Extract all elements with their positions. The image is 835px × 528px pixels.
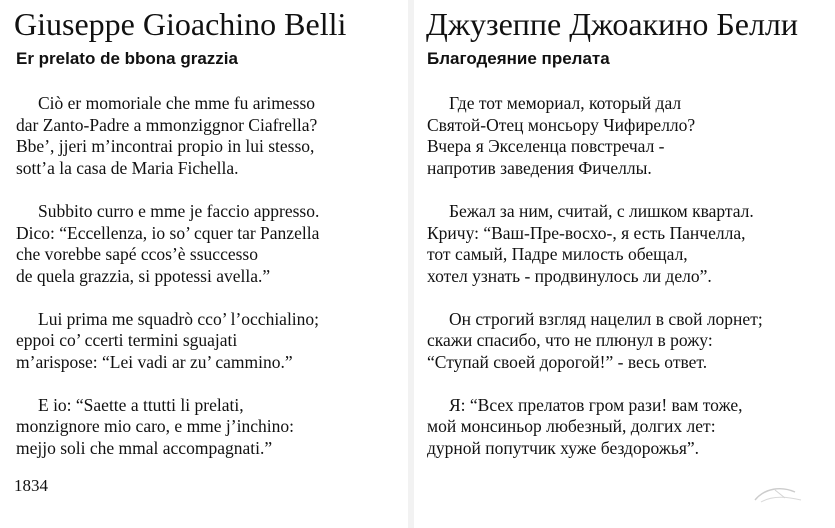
stanza [16, 395, 319, 460]
stanza [16, 93, 319, 180]
verse-line: Кричу: “Ваш-Пре-восхо-, я есть Панчелла, [427, 222, 746, 243]
verse-line: Dico: “Eccellenza, io so’ cquer tar Panzella [16, 222, 320, 243]
verse-line: dar Zanto-Padre a mmonziggnor Ciafrella? [16, 114, 318, 135]
verse-line: Я: “Всех прелатов гром рази! вам тоже, [449, 394, 743, 415]
watermark-icon [751, 482, 805, 508]
verse-line: che vorebbe sapé ccos’è ssuccesso [16, 244, 258, 265]
verse-line: Subbito curro e mme je faccio appresso. [38, 200, 320, 221]
verse-line: Бежал за ним, считай, с лишком квартал. [449, 200, 754, 221]
verse-line: mejjo soli che mmal accompagnati.” [16, 438, 273, 459]
poem-title: Er prelato de bbona grazzia [16, 49, 238, 68]
stanza [427, 93, 763, 180]
verse-line: хотел узнать - продвинулось ли дело”. [427, 265, 712, 286]
verse-line: Он строгий взгляд нацелил в свой лорнет; [449, 308, 763, 329]
verse-line: Вчера я Экселенца повстречал - [427, 136, 665, 157]
verse-line: напротив заведения Фичеллы. [427, 158, 652, 179]
verse-line: скажи спасибо, что не плюнул в рожу: [427, 330, 713, 351]
verse-line: Ciò er momoriale che mme fu arimesso [38, 93, 316, 113]
verse-line: Bbe’, jjeri m’incontrai propio in lui stesso, [16, 136, 315, 157]
verse-line: Где тот мемориал, который дал [449, 93, 682, 113]
verse-line: sott’a la casa de Maria Fichella. [16, 158, 239, 179]
stanza [427, 309, 763, 374]
column-divider [408, 0, 414, 528]
verse-line: тот самый, Падре милость обещал, [427, 244, 688, 265]
verse-line: eppoi co’ ccerti termini sguajati [16, 330, 238, 351]
stanza [427, 201, 763, 288]
poem-year: 1834 [14, 476, 48, 495]
author-name-translated: Джузеппе Джоакино Белли [426, 6, 799, 42]
verse-line: monzignore mio caro, e mme j’inchino: [16, 416, 294, 437]
verse-line: E io: “Saette a ttutti li prelati, [38, 394, 244, 415]
poem-title-translated: Благодеяние прелата [427, 49, 610, 68]
verse-line: дурной попутчик хуже бездорожья”. [427, 438, 700, 459]
poem-text-translated [427, 93, 763, 481]
verse-line: de quela grazzia, si ppotessi avella.” [16, 265, 271, 286]
verse-line: “Ступай своей дорогой!” - весь ответ. [427, 352, 708, 373]
verse-line: Lui prima me squadrò cco’ l’occhialino; [38, 308, 320, 329]
author-name: Giuseppe Gioachino Belli [14, 6, 347, 42]
stanza [16, 309, 319, 374]
stanza [427, 395, 763, 460]
verse-line: Святой-Отец монсьору Чифирелло? [427, 114, 696, 135]
stanza [16, 201, 319, 288]
verse-line: мой монсиньор любезный, долгих лет: [427, 416, 716, 437]
poem-text [16, 93, 319, 481]
verse-line: m’arispose: “Lei vadi ar zu’ cammino.” [16, 352, 293, 373]
